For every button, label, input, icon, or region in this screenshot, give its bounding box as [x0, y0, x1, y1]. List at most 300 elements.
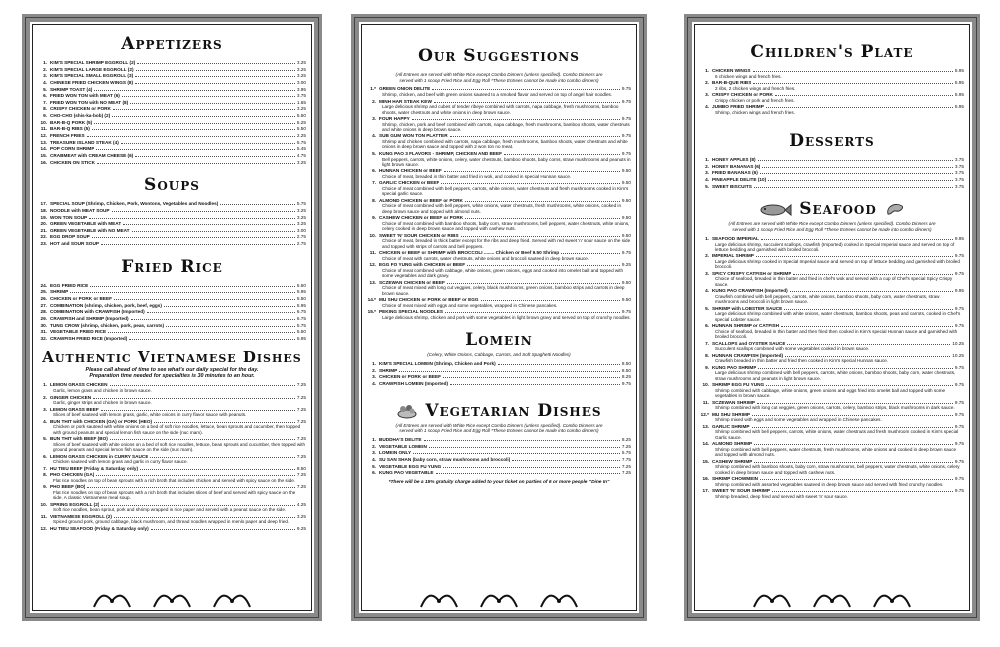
- dot-leader: [429, 447, 620, 448]
- menu-item-name: SCALLOPS and OYSTER SAUCE: [712, 340, 786, 346]
- menu-item-price: 5.50: [296, 329, 306, 335]
- dot-leader: [130, 103, 295, 104]
- menu-item-price: 5.75: [296, 201, 306, 207]
- dot-leader: [561, 253, 620, 254]
- menu-item-name: GREEN VEGETABLE with MEAT: [50, 221, 122, 227]
- menu-item-description: Garlic, ginger strips and chicken in brown sauce.: [53, 400, 152, 406]
- menu-item-price: 7.25: [296, 394, 306, 400]
- menu-item-price: 9.50: [621, 215, 631, 221]
- dot-leader: [135, 76, 295, 77]
- menu-item-name: SCZEWAN SHRIMP: [712, 399, 755, 405]
- menu-item-row: [367, 437, 631, 443]
- seafood-title: Seafood: [799, 199, 877, 220]
- menu-item: [367, 368, 631, 374]
- menu-item: [367, 297, 631, 308]
- scroll-ornament-icon: [92, 591, 132, 609]
- vegetarian-note-2: served with 1 scoop Fried Rice and Egg Roll *These Entrees cannot be made into combo dinners): [399, 428, 599, 434]
- menu-item: [38, 526, 306, 532]
- menu-item-description: Shrimp combined with long cut veggies, green onions, carrots, celery, bamboo strips, black mushrooms in dark sauce.: [715, 405, 955, 411]
- menu-item-number: 7.: [43, 99, 47, 105]
- menu-item-name: KUNG PAO 3 FLAVORS - SHRIMP, CHICKEN AND BEEF: [379, 150, 503, 156]
- menu-item-description: Choice of seafood, breaded in thin batter and then fried then cooked in Kim's special Hunnan sauce and garnished with broiled broccoli.: [715, 328, 958, 340]
- dot-leader: [137, 63, 295, 64]
- menu-item-price: 9.50: [621, 168, 631, 174]
- dot-leader: [434, 102, 620, 103]
- menu-item-row: [700, 170, 964, 176]
- menu-item: [700, 157, 964, 163]
- menu-item-row: [38, 303, 306, 309]
- seafood-heading: [700, 199, 964, 219]
- menu-item-number: 1.: [372, 437, 376, 442]
- menu-item-row: [38, 93, 306, 99]
- menu-item-price: 9.75: [954, 270, 964, 276]
- menu-item: [700, 253, 964, 269]
- menu-item: [38, 454, 306, 465]
- fried-rice-list: [38, 283, 306, 342]
- menu-item-name: PHO BEEF (BO): [50, 484, 86, 490]
- menu-item: [367, 233, 631, 249]
- menu-item-name: BUN THIT with CHICKEN (GA) or PORK (HEO): [50, 418, 153, 424]
- menu-item-number: 27.: [40, 302, 47, 308]
- menu-item-number: 9.: [43, 113, 47, 119]
- menu-item-name: CHICKEN or PORK or BEEF: [50, 296, 112, 302]
- dot-leader: [785, 356, 950, 357]
- menu-item-price: 4.25: [296, 501, 306, 507]
- menu-item-name: CASHEW CHICKEN or BEEF or PORK: [379, 215, 464, 221]
- menu-item-price: 9.95: [954, 288, 964, 294]
- menu-item-number: 5.: [705, 183, 709, 189]
- dot-leader: [101, 244, 295, 245]
- vegetable-basket-icon: [396, 403, 418, 419]
- menu-item-name: MU SHU SHRIMP: [712, 411, 751, 417]
- menu-item-price: 7.25: [296, 453, 306, 459]
- dot-leader: [754, 462, 953, 463]
- dot-leader: [766, 385, 953, 386]
- menu-item: [367, 262, 631, 278]
- dot-leader: [450, 136, 620, 137]
- menu-item-row: [38, 100, 306, 106]
- dot-leader: [135, 156, 295, 157]
- menu-item-number: 7.: [43, 465, 47, 471]
- menu-item: [38, 140, 306, 146]
- menu-item-price: 9.75: [954, 323, 964, 329]
- dot-leader: [760, 173, 953, 174]
- menu-item-number: 13.: [702, 423, 709, 429]
- menu-item-price: 5.50: [296, 126, 306, 132]
- childrens-heading: Children's Plate: [750, 42, 914, 62]
- dot-leader: [753, 83, 953, 84]
- menu-item: [38, 201, 306, 207]
- menu-item-row: [38, 140, 306, 146]
- soups-heading: Soups: [144, 175, 200, 196]
- menu-item-row: [38, 153, 306, 159]
- menu-item-row: [38, 228, 306, 234]
- menu-item: [38, 153, 306, 159]
- menu-item-price: 3.75: [296, 93, 306, 99]
- suggestions-heading: Our Suggestions: [418, 46, 580, 66]
- menu-item-number: 12.*: [700, 411, 709, 417]
- menu-item-name: BAR-B-QUE RIBS: [712, 80, 752, 86]
- menu-item-name: FOUR HAPPY: [379, 115, 410, 121]
- menu-item-name: CRABMEAT with CREAM CHEESE (6): [50, 152, 134, 158]
- menu-item: [700, 170, 964, 176]
- dot-leader: [166, 326, 295, 327]
- menu-item-number: 3.: [43, 73, 47, 79]
- menu-item-price: 3.25: [296, 60, 306, 65]
- menu-item-number: 4.: [372, 133, 376, 139]
- menu-item: [700, 323, 964, 339]
- dot-leader: [424, 440, 620, 441]
- menu-item-price: 10.25: [952, 340, 964, 346]
- menu-item: [38, 407, 306, 418]
- menu-item-name: GARLIC CHICKEN or BEEF: [379, 180, 440, 186]
- menu-item-price: 9.75: [621, 115, 631, 121]
- menu-item-number: 17.: [40, 201, 47, 207]
- menu-item-name: NOODLE with MEAT SOUP: [50, 207, 110, 213]
- menu-item-price: 8.50: [621, 367, 631, 373]
- vietnamese-heading: Authentic Vietnamese Dishes: [42, 347, 302, 366]
- dot-leader: [760, 479, 953, 480]
- menu-item-row: [38, 215, 306, 221]
- menu-item-description: Large delicious shrimp combined with bell peppers, carrots, white onions, bamboo shoots, baby corn, water chestnuts, straw mushrooms and peanuts in light brown sauce.: [715, 370, 956, 381]
- appetizers-heading: Appetizers: [121, 34, 223, 54]
- menu-item-name: CHICKEN ON STICK: [50, 159, 96, 165]
- menu-item-price: 8.25: [621, 374, 631, 380]
- menu-item-row: [38, 289, 306, 295]
- menu-item-row: [38, 146, 306, 152]
- menu-item-row: [700, 184, 964, 190]
- menu-item-price: 3.75: [954, 163, 964, 169]
- menu-item-number: 2.: [372, 367, 376, 373]
- menu-item-description: Slices of beef sauteed with white onions on a bed of soft rice noodles, lettuce, bean sprouts and cucumber, then topped with ground peanuts and special lemon fish sauce on the side (nuc mam).: [53, 441, 306, 453]
- dot-leader: [150, 457, 294, 458]
- menu-item-number: 11.: [369, 250, 376, 256]
- menu-item-name: SHRIMP TOAST (4): [50, 86, 93, 92]
- menu-item-row: [38, 87, 306, 93]
- menu-item-name: HUNNAN CRAWFISH (Imported): [712, 352, 784, 358]
- dot-leader: [504, 154, 620, 155]
- menu-item-description: Crawfish breaded in thin batter and fried then cooked in Kim's special Hunnan sauce.: [715, 358, 888, 364]
- menu-item: [38, 80, 306, 86]
- menu-item-name: SHRIMP with LOBSTER SAUCE: [712, 305, 783, 311]
- dot-leader: [441, 183, 619, 184]
- dot-leader: [154, 422, 295, 423]
- menu-item-price: 3.25: [296, 66, 306, 72]
- menu-item-description: Choice of seafood, breaded in thin batter and fried in chef's wok and served with a cup of Chef's special Spicy Crispy sauce.: [715, 276, 953, 287]
- menu-item: [38, 283, 306, 289]
- menu-item-price: 3.25: [296, 207, 306, 213]
- dot-leader: [101, 505, 294, 506]
- menu-item: [38, 419, 306, 435]
- menu-item-number: 3.: [705, 170, 709, 176]
- dot-leader: [450, 384, 620, 385]
- menu-item-description: Choice of meat mixed with eggs and some vegetables, wrapped in Chinese pancakes.: [382, 302, 558, 308]
- menu-item-name: PHO CHICKEN (GA): [50, 472, 95, 478]
- vietnamese-note-1: Please call ahead of time to see what's our daily special for the day.: [85, 366, 259, 373]
- menu-item-number: 3.: [43, 406, 47, 412]
- menu-item-row: [38, 309, 306, 315]
- menu-item-price: 9.75: [621, 133, 631, 139]
- menu-item: [700, 476, 964, 487]
- menu-item-number: 18.: [40, 207, 47, 213]
- menu-item-row: [38, 323, 306, 329]
- menu-item-number: 9.: [43, 484, 47, 490]
- scroll-ornament: [419, 591, 579, 609]
- dot-leader: [412, 119, 620, 120]
- dot-leader: [443, 377, 620, 378]
- scroll-ornament-icon: [872, 591, 912, 609]
- dot-leader: [465, 201, 620, 202]
- menu-item-price: 9.25: [621, 262, 631, 268]
- menu-item-description: Shrimp combined with bell peppers, water chestnuts, fresh mushrooms, white onions and cooked in deep brown sauce and topped with almond nuts.: [715, 446, 957, 458]
- vietnamese-note-2: Preparation time needed for specialties is 30 minutes to an hour.: [89, 372, 255, 379]
- dot-leader: [147, 312, 295, 313]
- menu-item-number: 15.: [702, 458, 709, 464]
- dot-leader: [781, 326, 953, 327]
- dot-leader: [220, 204, 295, 205]
- seafood-note-1: (All Entrees are served with White Rice except Combo Dinners (unless specified). Combo Dinners are: [728, 221, 936, 227]
- menu-item-number: 11.: [40, 513, 47, 519]
- menu-item-number: 4.: [705, 288, 709, 294]
- vietnamese-list: [38, 382, 306, 531]
- menu-item-price: 2.75: [296, 234, 306, 240]
- menu-item-number: 28.: [40, 309, 47, 315]
- menu-item-price: 5.75: [296, 322, 306, 328]
- menu-item-name: FRIED WON TON with NO MEAT (8): [50, 99, 129, 105]
- menu-item: [700, 271, 964, 287]
- menu-item-name: KIM'S SPECIAL SHRIMP EGGROLL (2): [50, 60, 136, 65]
- menu-item-name: COMBINATION (shrimp, chicken, pork, beef, eggs): [50, 302, 162, 308]
- menu-item-name: WON TON SOUP: [50, 214, 88, 220]
- menu-item: [367, 437, 631, 443]
- vegetarian-heading: [367, 401, 631, 421]
- menu-item-number: 1.: [705, 157, 709, 163]
- menu-item-name: VEGETABLE EGG FU YUNG: [379, 463, 442, 469]
- menu-item-number: 12.: [369, 262, 376, 268]
- menu-item: [38, 120, 306, 126]
- menu-item-description: Garlic, lemon grass and chicken in brown sauce.: [53, 388, 152, 394]
- menu-item-name: CRAWFISH LOMEIN (Imported): [379, 380, 449, 386]
- menu-item-number: 8.: [705, 352, 709, 358]
- menu-item-name: CHINESE FRIED CHICKEN WINGS (8): [50, 79, 134, 85]
- scroll-ornament-icon: [212, 591, 252, 609]
- menu-item-price: 9.75: [954, 364, 964, 370]
- menu-item-number: 15.: [40, 152, 47, 158]
- menu-item-price: 9.75: [621, 150, 631, 156]
- menu-item-row: [367, 444, 631, 450]
- menu-panel-left: [22, 14, 322, 621]
- menu-item-number: 8.: [43, 472, 47, 478]
- menu-item-description: Large delicious shrimp, succulent scallops, crawfish (Imported) cooked in Special Imperial sauce and served on top of lettuce bedding and garnished with broiled broccoli.: [715, 241, 955, 252]
- menu-item-number: 14.*: [367, 297, 376, 303]
- menu-item-description: Flat rice noodles on top of bean sprouts with a rich broth that includes slices of beef and served with spicy sauce on the side. A classic Vietnamese meal soup.: [53, 489, 296, 501]
- menu-item-price: 7.25: [296, 484, 306, 490]
- dot-leader: [768, 180, 953, 181]
- menu-item-name: EGG DROP SOUP: [50, 234, 90, 240]
- menu-item: [38, 126, 306, 132]
- dot-leader: [90, 286, 295, 287]
- menu-item-price: 6.75: [296, 309, 306, 315]
- menu-item-description: Chicken sauteed with lemon grass and garlic in curry flavor sauce.: [53, 459, 188, 465]
- desserts-heading: Desserts: [789, 131, 875, 152]
- dot-leader: [101, 410, 295, 411]
- menu-item-name: SHRIMP: [50, 289, 69, 295]
- menu-item-description: Choice of meat combined with cabbage, white onions, green onions, eggs and cooked into omelet ball and topped with some vegetables and dark gravy.: [382, 267, 624, 279]
- menu-item: [38, 289, 306, 295]
- menu-item-number: 3.: [372, 450, 376, 456]
- dot-leader: [762, 167, 953, 168]
- menu-item-row: [367, 450, 631, 456]
- menu-item-row: [38, 126, 306, 132]
- menu-item-number: 6.: [43, 453, 47, 459]
- dot-leader: [757, 403, 953, 404]
- menu-item-row: [38, 113, 306, 119]
- menu-item: [38, 336, 306, 342]
- menu-item-price: 4.75: [296, 152, 306, 158]
- menu-item-price: 7.25: [296, 406, 306, 412]
- dot-leader: [151, 529, 295, 530]
- menu-item-name: BUN THIT with BEEF (BO): [50, 436, 108, 442]
- menu-item-row: [367, 464, 631, 470]
- menu-item-name: EGG FRIED RICE: [50, 282, 89, 288]
- menu-item-description: Spiced ground pork, ground cabbage, black mushroom, and thread noodles wrapped in menlo paper and deep fried.: [53, 519, 290, 525]
- dot-leader: [131, 319, 295, 320]
- menu-item-price: 9.50: [621, 232, 631, 238]
- menu-item-description: Shrimp combined with cabbage, white onions, green onions and eggs fried into omelet ball and topped with some vegetables in brown sauce.: [715, 387, 946, 399]
- menu-item-number: 2.: [43, 394, 47, 400]
- menu-item-number: 1.: [43, 382, 47, 388]
- menu-item-number: 6.: [43, 93, 47, 99]
- menu-panel-right: [684, 14, 980, 621]
- menu-item-description: Choice of meat combined with bell peppers, white onions, water chestnuts, fresh mushrooms, white onions, cooked in deep brown sauce and topped with almond nuts.: [382, 203, 621, 214]
- menu-item-row: [38, 208, 306, 214]
- menu-item: [38, 67, 306, 73]
- dot-leader: [94, 90, 295, 91]
- menu-item-name: SPECIAL SOUP (Shrimp, Chicken, Pork, Wontons, Vegetables and Noodles): [50, 201, 219, 207]
- menu-item-number: 17.: [702, 488, 709, 494]
- dot-leader: [512, 460, 620, 461]
- menu-item-name: TREASURE ISLAND STEAK (4): [50, 139, 119, 145]
- menu-item-number: 4.: [43, 418, 47, 424]
- menu-item-name: CHICKEN or PORK or BEEF: [379, 374, 441, 380]
- menu-item: [38, 146, 306, 152]
- menu-item: [367, 381, 631, 387]
- menu-item-price: 2.75: [296, 241, 306, 247]
- menu-item: [367, 457, 631, 463]
- menu-item-price: 1.65: [296, 99, 306, 105]
- menu-item-description: Shrimp and chicken combined with carrots, napa cabbage, fresh mushrooms, bamboo shoots, water chestnuts and white onions in deep brown sauce and topped with 2 won ton no meat.: [382, 139, 628, 150]
- menu-item-name: HUNNAN CHICKEN or BEEF: [379, 168, 442, 174]
- menu-item-price: 9.75: [621, 380, 631, 386]
- menu-item-number: 11.: [40, 126, 47, 132]
- menu-item-number: 30.: [40, 322, 47, 328]
- menu-item-price: 5.45: [296, 146, 306, 152]
- menu-item-price: 9.75: [621, 250, 631, 256]
- menu-item-description: Choice of meat, breaded in thick batter except for the ribs and deep fried. Served with red sweet 'n' sour sauce on the side and topped with strips of carrots and bell peppers.: [382, 238, 631, 249]
- menu-item-name: CRAWFISH and SHRIMP (Imported): [50, 315, 129, 321]
- menu-item-description: Shrimp, chicken, pork and beef combined with carrots, napa cabbage, fresh mushrooms, bamboo shoots, water chestnuts and white onions in deep brown sauce.: [382, 121, 630, 133]
- shrimp-icon: [884, 202, 906, 218]
- menu-item: [367, 444, 631, 450]
- menu-item-row: [367, 368, 631, 374]
- dot-leader: [481, 300, 620, 301]
- menu-item-row: [38, 106, 306, 112]
- scroll-ornament: [92, 591, 252, 609]
- menu-item-description: 2 ribs, 2 chicken wings and french fries.: [715, 85, 796, 91]
- dot-leader: [787, 344, 950, 345]
- menu-item-name: KUNG PAO CRAWFISH (Imported): [712, 288, 788, 294]
- menu-item-price: 7.25: [621, 463, 631, 469]
- menu-item: [38, 93, 306, 99]
- menu-item-name: HU TIEU SEAFOOD (Friday & Saturday only): [50, 525, 149, 531]
- vegetarian-note-1: (All Entrees are served with White Rice except Combo Dinners (unless specified). Combo Dinners are: [395, 422, 603, 428]
- menu-item-number: 9.: [705, 364, 709, 370]
- menu-item-name: HOT and SOUR SOUP: [50, 241, 99, 247]
- menu-item-description: Shrimp, chicken wings and french fries.: [715, 109, 795, 115]
- dot-leader: [498, 364, 620, 365]
- menu-item-name: SHRIMP CHOWMEIN: [712, 476, 759, 482]
- menu-item-price: 3.25: [296, 73, 306, 79]
- menu-item-price: 9.50: [621, 279, 631, 285]
- menu-item: [38, 395, 306, 406]
- dot-leader: [164, 306, 295, 307]
- menu-item-price: 5.95: [954, 92, 964, 98]
- menu-item-name: SEAFOOD IMPERIAL: [712, 235, 759, 241]
- menu-item: [700, 80, 964, 91]
- menu-item-number: 5.: [372, 150, 376, 156]
- menu-item-row: [38, 80, 306, 86]
- menu-item: [38, 303, 306, 309]
- menu-item-name: SPICY CRISPY CATFISH or SHRIMP: [712, 270, 792, 276]
- menu-item-price: 9.50: [621, 180, 631, 186]
- menu-item-row: [38, 296, 306, 302]
- menu-item-description: Shrimp breaded, deep fried and served with sweet 'n' sour sauce.: [715, 493, 849, 499]
- menu-item: [700, 459, 964, 475]
- menu-item-description: Shrimp, chicken, and beef with green onions sauteed to a smoked flavor and served on top of angel hair noodles.: [382, 92, 613, 98]
- suggestions-list: [367, 86, 631, 320]
- lomein-heading: Lomein: [465, 330, 533, 351]
- menu-item-price: 7.25: [296, 436, 306, 442]
- menu-item-number: 3.: [372, 115, 376, 121]
- menu-item: [38, 484, 306, 500]
- menu-item-name: VEGETABLE FRIED RICE: [50, 329, 107, 335]
- menu-item-name: SCZEWAN CHICKEN or BEEF: [379, 279, 445, 285]
- scroll-ornament-icon: [752, 591, 792, 609]
- dot-leader: [87, 136, 295, 137]
- menu-item-number: 10.: [369, 232, 376, 238]
- dot-leader: [772, 491, 953, 492]
- menu-item-number: 26.: [40, 296, 47, 302]
- menu-item: [367, 374, 631, 380]
- menu-item: [38, 228, 306, 234]
- menu-item: [367, 168, 631, 179]
- menu-item-price: 5.75: [621, 450, 631, 456]
- menu-item-price: 9.50: [621, 297, 631, 303]
- menu-item-name: SWEET 'N' SOUR CHICKEN or RIBS: [379, 232, 459, 238]
- menu-item-price: 3.25: [296, 159, 306, 165]
- menu-item: [38, 241, 306, 247]
- menu-item-number: 2.: [705, 253, 709, 259]
- dot-leader: [793, 274, 952, 275]
- menu-item-name: HONEY APPLES (8): [712, 157, 756, 163]
- dot-leader: [136, 70, 295, 71]
- gratuity-footnote: *There will be a 15% gratuity charge added to your ticket on parties of 6 or more people "Dine In": [388, 479, 610, 485]
- menu-item-number: 5.: [43, 86, 47, 92]
- menu-item-name: GINGER CHICKEN: [50, 394, 92, 400]
- scroll-ornament-icon: [812, 591, 852, 609]
- menu-item-price: 5.75: [296, 139, 306, 145]
- menu-item-price: 9.95: [954, 235, 964, 241]
